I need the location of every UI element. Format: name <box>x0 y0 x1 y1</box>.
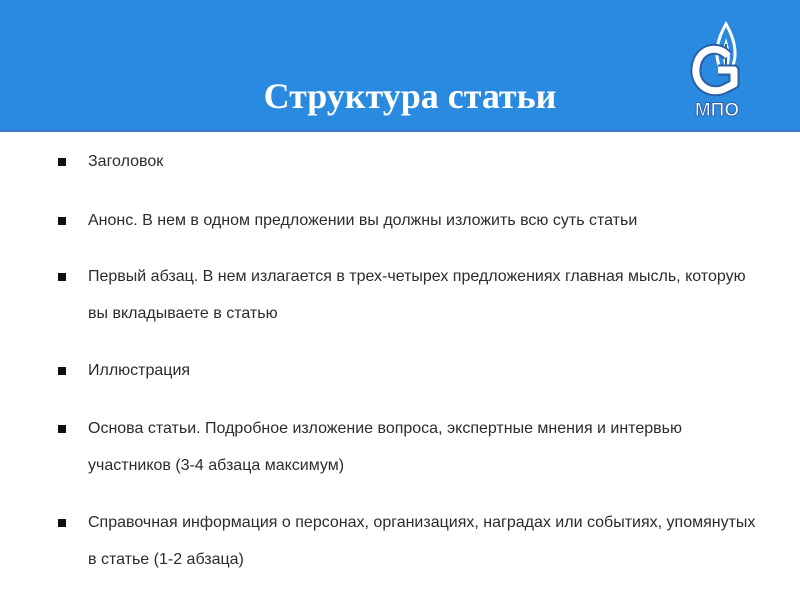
bullet-item <box>58 202 758 239</box>
bullet-text: Заголовок <box>88 153 164 170</box>
bullet-item <box>58 143 758 180</box>
gazprom-flame-logo-icon <box>688 20 746 122</box>
square-bullet-icon <box>58 273 66 281</box>
bullet-item <box>58 410 758 484</box>
slide-title: Структура статьи <box>263 76 557 116</box>
bullet-text: Анонс. В нем в одном предложении вы должны изложить всю суть статьи <box>88 212 638 229</box>
bullet-item <box>58 258 758 332</box>
bullet-text: Справочная информация о персонах, организациях, наградах или событиях, упомянутых в статье (1-2 абзаца) <box>88 514 756 568</box>
bullet-text: Первый абзац. В нем излагается в трех-четырех предложениях главная мысль, которую вы вкладываете в статью <box>88 268 746 322</box>
square-bullet-icon <box>58 425 66 433</box>
bullet-item <box>58 504 758 578</box>
bullet-text: Основа статьи. Подробное изложение вопроса, экспертные мнения и интервью участников (3-4 абзаца максимум) <box>88 420 682 474</box>
bullet-item <box>58 352 758 389</box>
square-bullet-icon <box>58 217 66 225</box>
header-bar <box>0 0 800 132</box>
bullet-text: Иллюстрация <box>88 362 191 379</box>
logo-text: МПО <box>694 100 740 121</box>
square-bullet-icon <box>58 519 66 527</box>
square-bullet-icon <box>58 367 66 375</box>
square-bullet-icon <box>58 158 66 166</box>
